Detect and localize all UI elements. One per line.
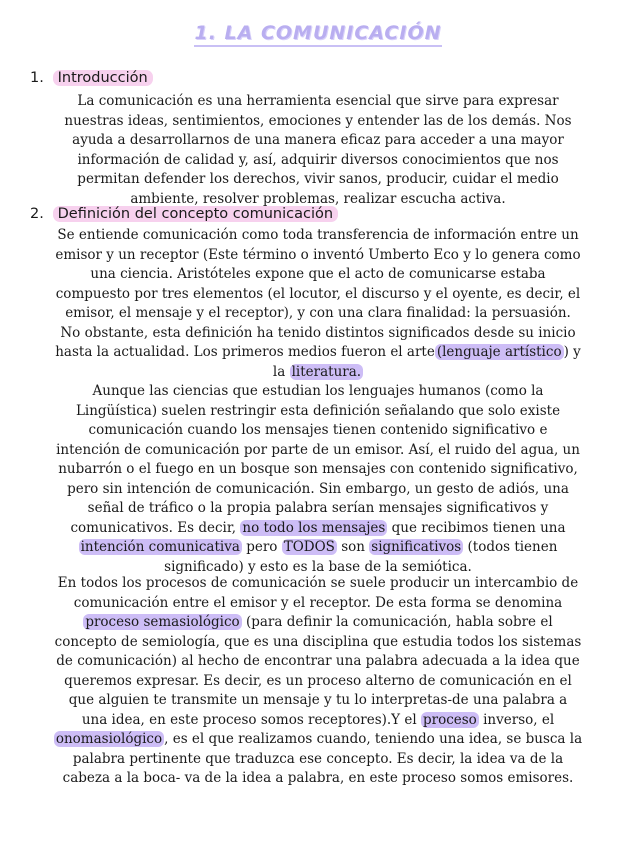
text-segment: inverso, el	[478, 711, 555, 728]
text-segment: una idea, en este proceso somos receptores).Y el	[81, 711, 421, 728]
text-line: nuestras ideas, sentimientos, emociones y entender las de los demás. Nos	[64, 112, 572, 129]
text-line: cabeza a la boca- va de la idea a palabra, en este proceso somos emisores.	[62, 770, 574, 786]
text-line: pero sin intención de comunicación. Sin embargo, un gesto de adiós, una	[67, 480, 569, 497]
text-line	[18, 538, 618, 558]
text-line: intención de comunicación por parte de un emisor. Así, el ruido del agua, un	[56, 441, 580, 458]
highlight-significativos: significativos	[371, 539, 462, 555]
definition-paragraph-1	[18, 226, 618, 382]
text-segment: ) y	[563, 344, 581, 360]
definition-paragraph-2	[18, 382, 618, 577]
text-line	[18, 343, 618, 363]
text-segment: (para definir la comunicación, habla sobre el	[241, 614, 553, 630]
highlight-lenguaje-artistico: (lenguaje artístico	[436, 344, 562, 360]
text-line: La comunicación es una herramienta esencial que sirve para expresar	[77, 93, 559, 109]
section-2-heading	[30, 206, 338, 222]
text-line	[18, 363, 618, 383]
text-line: señal de tráfico o la propia palabra serían mensajes significativos y	[87, 500, 549, 516]
highlight-onomasiologico: onomasiológico	[55, 731, 163, 747]
text-line: emisor y un receptor (Este término o inventó Umberto Eco y lo genera como	[55, 246, 581, 263]
text-line: concepto de semiología, que es una disciplina que estudia todos los sistemas	[54, 633, 582, 650]
highlight-literatura: literatura.	[291, 363, 362, 380]
intro-paragraph	[18, 92, 618, 209]
text-line: comunicación entre el emisor y el receptor. De esta forma se denomina	[73, 594, 563, 611]
text-line: Se entiende comunicación como toda transferencia de información entre un	[57, 227, 579, 243]
text-line: En todos los procesos de comunicación se suele producir un intercambio de	[57, 575, 579, 591]
section-1-number: 1.	[30, 70, 44, 86]
highlight-proceso-semasiologico: proceso semasiológico	[85, 614, 240, 630]
text-line: emisor, el mensaje y el receptor), y con una clara finalidad: la persuasión.	[65, 305, 571, 321]
section-2-title: Definición del concepto comunicación	[53, 206, 338, 222]
text-line	[18, 711, 618, 731]
text-segment: , es el que realizamos cuando, teniendo una idea, se busca la	[164, 731, 583, 747]
highlight-proceso: proceso	[422, 711, 477, 728]
section-1-title: Introducción	[53, 70, 153, 86]
text-line: significado) y esto es la base de la semiótica.	[164, 558, 472, 575]
highlight-no-todo-los-mensajes: no todo los mensajes	[242, 519, 386, 536]
text-line: permitan defender los derechos, vivir sanos, producir, cuidar el medio	[77, 171, 559, 187]
text-segment: (todos tienen	[463, 539, 558, 555]
definition-paragraph-3	[18, 574, 618, 789]
text-line: de comunicación) al hecho de encontrar una palabra adecuada a la idea que	[56, 653, 580, 669]
text-segment: pero	[241, 539, 282, 555]
text-line: compuesto por tres elementos (el locutor, el discurso y el oyente, es decir, el	[55, 285, 581, 302]
text-line: comunicación cuando los mensajes tienen contenido significativo e	[88, 422, 548, 438]
text-line: que alguien te transmite un mensaje y tu lo interpretas-de una palabra a	[68, 692, 568, 708]
page-title	[0, 22, 636, 44]
text-line: Aunque las ciencias que estudian los lenguajes humanos (como la	[92, 383, 544, 399]
text-line	[18, 519, 618, 539]
text-line	[18, 730, 618, 750]
text-line: una ciencia. Aristóteles expone que el acto de comunicarse estaba	[90, 266, 546, 282]
text-line: ayuda a desarrollarnos de una manera eficaz para acceder a una mayor	[72, 132, 564, 148]
section-1-heading	[30, 70, 153, 86]
text-line: palabra pertinente que traduzca ese concepto. Es decir, la idea va de la	[72, 750, 564, 767]
text-line: No obstante, esta definición ha tenido distintos significados desde su inicio	[60, 324, 576, 341]
highlight-intencion-comunicativa: intención comunicativa	[80, 539, 240, 555]
text-segment: la	[272, 363, 290, 380]
section-2-number: 2.	[30, 206, 44, 222]
page-title-text: 1. LA COMUNICACIÓN	[194, 22, 441, 47]
text-segment: hasta la actualidad. Los primeros medios fueron el arte	[55, 344, 435, 360]
text-segment: que recibimos tienen una	[387, 519, 566, 536]
text-line: información de calidad y, así, adquirir diversos conocimientos que nos	[77, 151, 559, 168]
text-line: queremos expresar. Es decir, es un proceso alterno de comunicación en el	[64, 672, 572, 689]
text-line: Lingüística) suelen restringir esta definición señalando que solo existe	[75, 402, 561, 419]
text-line: nubarrón o el fuego en un bosque son mensajes con contenido significativo,	[58, 461, 578, 477]
text-line	[18, 613, 618, 633]
text-segment: son	[336, 539, 370, 555]
text-segment: comunicativos. Es decir,	[70, 519, 241, 536]
highlight-todos: TODOS	[283, 539, 335, 555]
text-line: ambiente, resolver problemas, realizar escucha activa.	[130, 190, 506, 207]
